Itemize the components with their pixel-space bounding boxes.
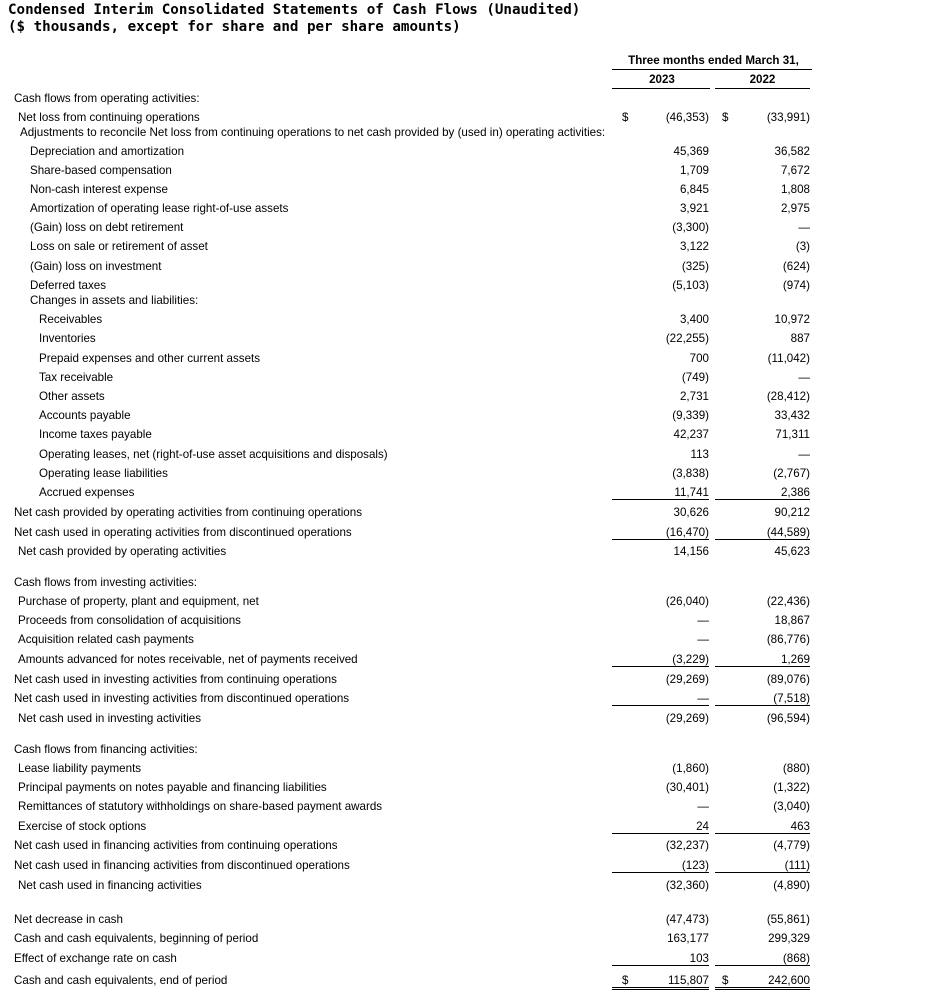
table-row [0, 181, 934, 200]
value-2022: (86,776) [766, 633, 810, 646]
value-2022: 1,808 [780, 183, 810, 196]
table-row [0, 930, 934, 949]
row-label: Other assets [39, 390, 105, 403]
table-row [0, 504, 934, 523]
table-row [0, 593, 934, 612]
row-label: Inventories [39, 332, 96, 345]
table-row [0, 798, 934, 817]
row-label: Receivables [39, 313, 103, 326]
table-row [0, 877, 934, 896]
value-2022: 10,972 [774, 313, 810, 326]
table-row [0, 350, 934, 369]
table-row [0, 446, 934, 465]
row-label: Accounts payable [39, 409, 131, 422]
table-row [0, 90, 934, 109]
row-label: Acquisition related cash payments [18, 633, 194, 646]
value-2022: (44,589) [715, 526, 810, 540]
value-2023: (1,860) [672, 762, 709, 775]
row-label: Lease liability payments [18, 762, 142, 775]
value-2023: (3,300) [672, 221, 709, 234]
value-2023: (16,470) [612, 526, 709, 540]
currency-symbol-2023: $ [622, 111, 629, 124]
row-label: Adjustments to reconcile Net loss from continuing operations to net cash provided by (used in) operating activities: [20, 126, 606, 139]
value-2022: (11,042) [767, 352, 810, 365]
currency-symbol-2023: $ [622, 974, 629, 987]
row-label: Loss on sale or retirement of asset [30, 240, 208, 253]
row-label: Proceeds from consolidation of acquisitions [18, 614, 241, 627]
title-line-1: Condensed Interim Consolidated Statements of Cash Flows (Unaudited) [8, 2, 581, 18]
table-row [0, 741, 934, 760]
value-2023: 163,177 [667, 932, 709, 945]
table-row [0, 426, 934, 445]
value-2023: 6,845 [679, 183, 709, 196]
value-2022: 90,212 [774, 506, 810, 519]
value-2022: (2,767) [773, 467, 810, 480]
value-2023: (749) [681, 371, 709, 384]
table-row [0, 311, 934, 330]
row-label: Effect of exchange rate on cash [14, 952, 177, 965]
value-2022: (33,991) [766, 111, 810, 124]
table-row [0, 407, 934, 426]
value-2022: 7,672 [780, 164, 810, 177]
year-2022-rule [715, 88, 810, 89]
row-label: Income taxes payable [39, 428, 152, 441]
value-2022: 18,867 [774, 614, 810, 627]
value-2022: (624) [782, 260, 810, 273]
currency-symbol-2022: $ [722, 974, 729, 987]
row-label: Non-cash interest expense [30, 183, 168, 196]
value-2023: 700 [689, 352, 709, 365]
table-row [0, 651, 934, 670]
value-2023: (47,473) [665, 913, 709, 926]
value-2023: (30,401) [665, 781, 709, 794]
table-row [0, 710, 934, 729]
table-row [0, 612, 934, 631]
value-2022: (96,594) [766, 712, 810, 725]
value-2022: (868) [715, 952, 810, 966]
value-2023: 103 [612, 952, 709, 966]
value-2023: — [697, 800, 709, 813]
title-line-2: ($ thousands, except for share and per share amounts) [8, 18, 461, 35]
row-label: Remittances of statutory withholdings on share-based payment awards [18, 800, 383, 813]
row-label: Net cash used in investing activities from continuing operations [14, 673, 337, 686]
value-2022: (89,076) [766, 673, 810, 686]
row-label: (Gain) loss on debt retirement [30, 221, 184, 234]
value-2023: 1,709 [679, 164, 709, 177]
value-2022: (111) [715, 859, 810, 873]
row-label: Net cash used in investing activities [18, 712, 202, 725]
row-label: Prepaid expenses and other current assets [39, 352, 261, 365]
table-row [0, 369, 934, 388]
table-row [0, 124, 934, 143]
value-2022: (28,412) [766, 390, 810, 403]
table-row [0, 690, 934, 709]
value-2022: (3) [795, 240, 810, 253]
table-row [0, 857, 934, 876]
value-2023: (29,269) [665, 712, 709, 725]
table-row [0, 292, 934, 311]
value-2022: (7,518) [715, 692, 810, 706]
value-2022: (880) [782, 762, 810, 775]
table-row [0, 543, 934, 562]
value-2022: (55,861) [766, 913, 810, 926]
row-label: Depreciation and amortization [30, 145, 185, 158]
row-label: Net cash used in financing activities [18, 879, 202, 892]
value-2022: (3,040) [773, 800, 810, 813]
value-2023: 3,122 [679, 240, 709, 253]
row-label: Operating leases, net (right-of-use asset acquisitions and disposals) [39, 448, 388, 461]
value-2022: 299,329 [768, 932, 810, 945]
row-label: Net cash used in financing activities from continuing operations [14, 839, 338, 852]
value-2023: (32,237) [665, 839, 709, 852]
value-2023: — [697, 614, 709, 627]
table-row [0, 760, 934, 779]
table-row [0, 950, 934, 969]
period-header-rule [612, 69, 812, 70]
value-2022: 242,600 [715, 974, 810, 990]
value-2023: (9,339) [672, 409, 709, 422]
row-label: Share-based compensation [30, 164, 172, 177]
row-label: Changes in assets and liabilities: [30, 294, 199, 307]
row-label: (Gain) loss on investment [30, 260, 162, 273]
value-2022: 463 [715, 820, 810, 834]
row-label: Cash flows from financing activities: [14, 743, 198, 756]
row-label: Accrued expenses [39, 486, 135, 499]
period-header: Three months ended March 31, [628, 54, 799, 67]
row-label: Tax receivable [39, 371, 114, 384]
row-label: Principal payments on notes payable and financing liabilities [18, 781, 327, 794]
value-2023: 24 [612, 820, 709, 834]
statement-title [8, 2, 580, 35]
row-label: Cash and cash equivalents, end of period [14, 974, 228, 987]
value-2022: 71,311 [775, 428, 810, 441]
value-2023: — [612, 692, 709, 706]
value-2023: (32,360) [665, 879, 709, 892]
value-2023: (46,353) [665, 111, 709, 124]
value-2022: (4,890) [773, 879, 810, 892]
table-row [0, 162, 934, 181]
table-row [0, 330, 934, 349]
row-label: Deferred taxes [30, 279, 107, 292]
value-2022: (974) [782, 279, 810, 292]
value-2023: (5,103) [672, 279, 709, 292]
value-2022: 33,432 [774, 409, 810, 422]
value-2022: — [798, 371, 810, 384]
value-2022: (4,779) [773, 839, 810, 852]
row-label: Net cash provided by operating activities from continuing operations [14, 506, 363, 519]
table-row [0, 671, 934, 690]
value-2022: — [798, 448, 810, 461]
table-row [0, 631, 934, 650]
value-2022: 45,623 [774, 545, 810, 558]
value-2022: 2,975 [780, 202, 810, 215]
year-2023-header: 2023 [649, 73, 675, 86]
value-2023: 14,156 [673, 545, 709, 558]
value-2023: 30,626 [673, 506, 709, 519]
row-label: Cash and cash equivalents, beginning of period [14, 932, 259, 945]
value-2023: 11,741 [612, 486, 709, 500]
table-row [0, 258, 934, 277]
table-row [0, 779, 934, 798]
table-row [0, 143, 934, 162]
value-2023: (22,255) [665, 332, 709, 345]
row-label: Net cash used in investing activities from discontinued operations [14, 692, 350, 705]
value-2023: 45,369 [673, 145, 709, 158]
value-2023: 3,400 [679, 313, 709, 326]
table-row [0, 574, 934, 593]
value-2023: (3,229) [612, 653, 709, 667]
value-2022: 887 [790, 332, 810, 345]
value-2023: (123) [612, 859, 709, 873]
year-2022-header: 2022 [749, 73, 776, 86]
row-label: Net cash used in operating activities from discontinued operations [14, 526, 352, 539]
value-2023: (29,269) [665, 673, 709, 686]
value-2023: 2,731 [679, 390, 709, 403]
value-2023: 3,921 [679, 202, 709, 215]
value-2023: (3,838) [672, 467, 709, 480]
row-label: Cash flows from investing activities: [14, 576, 197, 589]
table-row [0, 524, 934, 543]
table-row [0, 818, 934, 837]
value-2023: — [697, 633, 709, 646]
row-label: Amortization of operating lease right-of-use assets [30, 202, 289, 215]
row-label: Operating lease liabilities [39, 467, 168, 480]
value-2023: 42,237 [673, 428, 709, 441]
table-row [0, 200, 934, 219]
row-label: Net decrease in cash [14, 913, 123, 926]
row-label: Cash flows from operating activities: [14, 92, 200, 105]
value-2022: — [798, 221, 810, 234]
value-2022: (22,436) [766, 595, 810, 608]
value-2022: 1,269 [715, 653, 810, 667]
value-2022: 36,582 [774, 145, 810, 158]
row-label: Net cash used in financing activities from discontinued operations [14, 859, 350, 872]
row-label: Exercise of stock options [18, 820, 147, 833]
value-2022: (1,322) [773, 781, 810, 794]
table-row [0, 972, 934, 991]
row-label: Purchase of property, plant and equipment, net [18, 595, 259, 608]
value-2023: (325) [681, 260, 709, 273]
value-2023: 113 [690, 448, 709, 461]
row-label: Net loss from continuing operations [18, 111, 200, 124]
value-2022: 2,386 [715, 486, 810, 500]
row-label: Amounts advanced for notes receivable, net of payments received [18, 653, 358, 666]
currency-symbol-2022: $ [722, 111, 729, 124]
year-2023-rule [612, 88, 710, 89]
row-label: Net cash provided by operating activities [18, 545, 227, 558]
table-row [0, 911, 934, 930]
table-row [0, 465, 934, 484]
table-row [0, 238, 934, 257]
table-row [0, 484, 934, 503]
table-row [0, 388, 934, 407]
value-2023: (26,040) [665, 595, 709, 608]
table-row [0, 837, 934, 856]
value-2023: 115,807 [612, 974, 709, 990]
table-row [0, 219, 934, 238]
